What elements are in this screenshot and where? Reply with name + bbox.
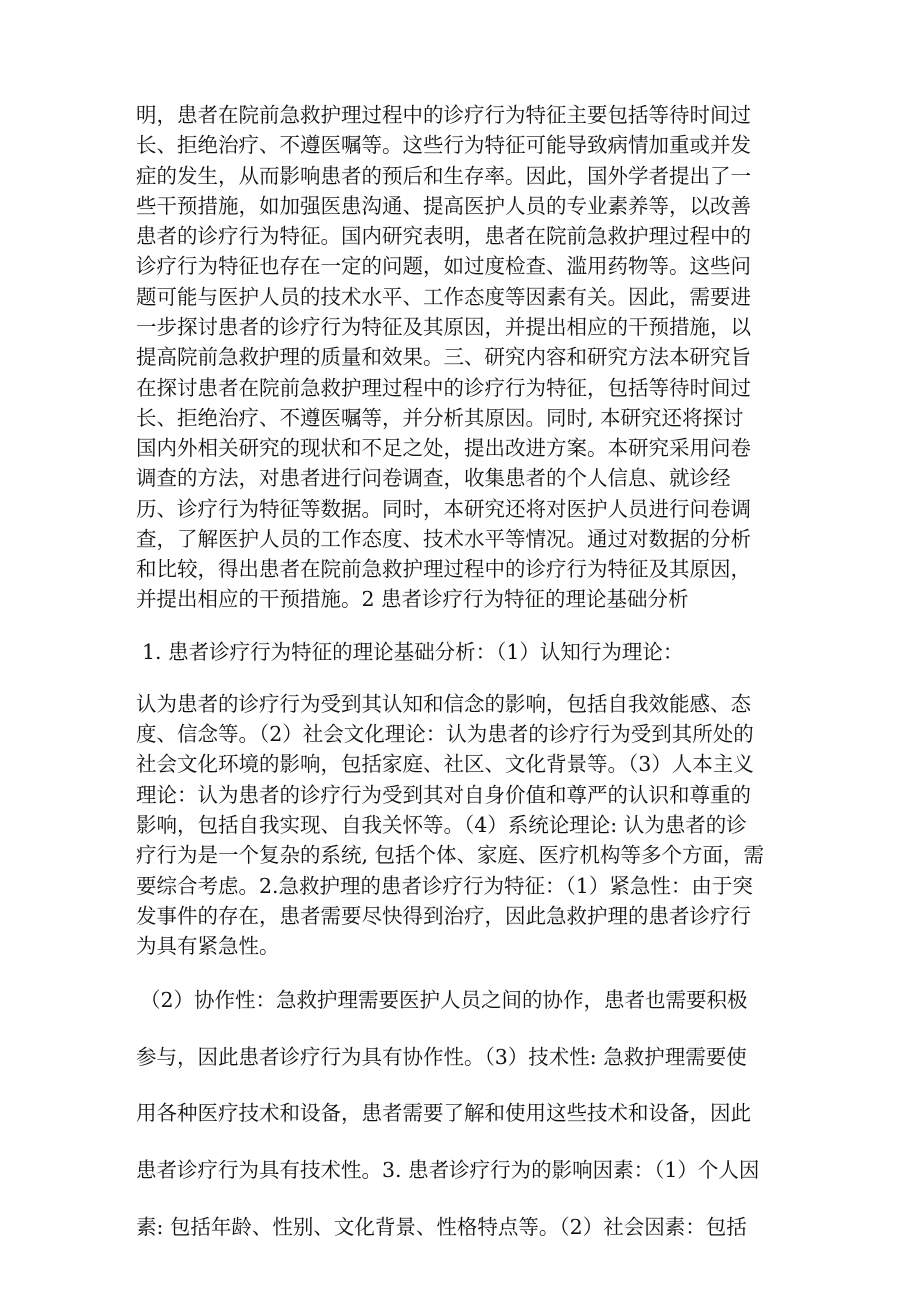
text-line: 国内外相关研究的现状和不足之处，提出改进方案。本研究采用问卷 bbox=[136, 436, 751, 460]
text-line: 长、拒绝治疗、不遵医嘱等，并分析其原因。同时, 本研究还将探讨 bbox=[136, 406, 744, 430]
section-heading-line: 1. 患者诊疗行为特征的理论基础分析：（1）认知行为理论： bbox=[142, 640, 684, 664]
text-line: 明，患者在院前急救护理过程中的诊疗行为特征主要包括等待时间过 bbox=[136, 103, 751, 127]
text-line: 提高院前急救护理的质量和效果。三、研究内容和研究方法本研究旨 bbox=[136, 345, 751, 369]
text-line: 并提出相应的干预措施。2 患者诊疗行为特征的理论基础分析 bbox=[136, 587, 689, 611]
text-line: 要综合考虑。2.急救护理的患者诊疗行为特征：（1）紧急性：由于突 bbox=[136, 874, 753, 898]
text-line: 长、拒绝治疗、不遵医嘱等。这些行为特征可能导致病情加重或并发 bbox=[136, 133, 751, 157]
text-line: 认为患者的诊疗行为受到其认知和信念的影响，包括自我效能感、态 bbox=[136, 692, 751, 716]
text-line: 患者的诊疗行为特征。国内研究表明，患者在院前急救护理过程中的 bbox=[136, 224, 751, 248]
text-line: （2）协作性：急救护理需要医护人员之间的协作，患者也需要积极 bbox=[140, 988, 748, 1012]
text-line: 用各种医疗技术和设备，患者需要了解和使用这些技术和设备，因此 bbox=[136, 1101, 751, 1125]
text-line: 理论：认为患者的诊疗行为受到其对自身价值和尊严的认识和尊重的 bbox=[136, 783, 751, 807]
text-line: 一步探讨患者的诊疗行为特征及其原因，并提出相应的干预措施，以 bbox=[136, 315, 751, 339]
text-line: 历、诊疗行为特征等数据。同时，本研究还将对医护人员进行问卷调 bbox=[136, 497, 751, 521]
text-line: 疗行为是一个复杂的系统, 包括个体、家庭、医疗机构等多个方面，需 bbox=[136, 843, 765, 867]
text-line: 影响，包括自我实现、自我关怀等。（4）系统论理论: 认为患者的诊 bbox=[136, 813, 747, 837]
text-line: 症的发生，从而影响患者的预后和生存率。因此，国外学者提出了一 bbox=[136, 164, 751, 188]
text-line: 查，了解医护人员的工作态度、技术水平等情况。通过对数据的分析 bbox=[136, 527, 751, 551]
text-line: 诊疗行为特征也存在一定的问题，如过度检查、滥用药物等。这些问 bbox=[136, 254, 751, 278]
text-line: 社会文化环境的影响，包括家庭、社区、文化背景等。（3）人本主义 bbox=[136, 752, 754, 776]
text-line: 参与，因此患者诊疗行为具有协作性。（3）技术性: 急救护理需要使 bbox=[136, 1045, 747, 1069]
text-line: 题可能与医护人员的技术水平、工作态度等因素有关。因此，需要进 bbox=[136, 285, 751, 309]
text-line: 在探讨患者在院前急救护理过程中的诊疗行为特征，包括等待时间过 bbox=[136, 376, 751, 400]
text-line: 患者诊疗行为具有技术性。3. 患者诊疗行为的影响因素：（1）个人因 bbox=[136, 1158, 760, 1182]
text-line: 和比较，得出患者在院前急救护理过程中的诊疗行为特征及其原因， bbox=[136, 557, 751, 581]
text-line: 些干预措施，如加强医患沟通、提高医护人员的专业素养等，以改善 bbox=[136, 194, 751, 218]
text-line: 度、信念等。（2）社会文化理论：认为患者的诊疗行为受到其所处的 bbox=[136, 722, 754, 746]
text-line: 调查的方法，对患者进行问卷调查，收集患者的个人信息、就诊经 bbox=[136, 466, 731, 490]
text-line: 素: 包括年龄、性别、文化背景、性格特点等。（2）社会因素：包括 bbox=[136, 1215, 747, 1239]
text-line: 为具有紧急性。 bbox=[136, 934, 280, 958]
text-line: 发事件的存在，患者需要尽快得到治疗，因此急救护理的患者诊疗行 bbox=[136, 904, 751, 928]
